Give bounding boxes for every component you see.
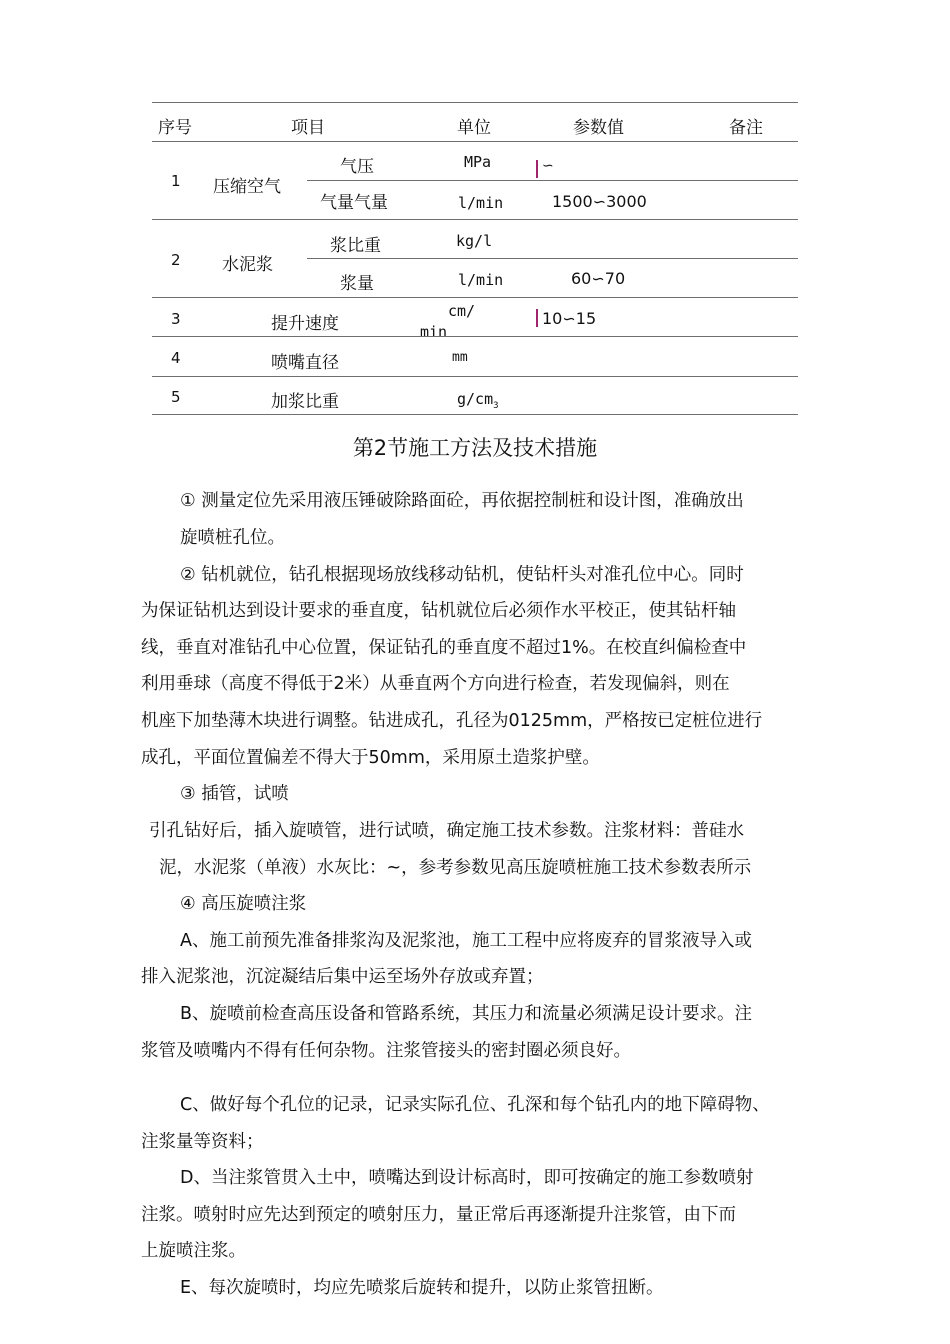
row5-unit-sub: 3 <box>493 401 499 411</box>
row1-unit-a: MPa <box>464 153 492 171</box>
para2-line1: ② 钻机就位，钻孔根据现场放线移动钻机，使钻杆头对准孔位中心。同时 <box>180 565 744 585</box>
row3-value-marker <box>536 309 538 327</box>
table-rule-r1-mid <box>307 180 798 181</box>
paraC-line2: 注浆量等资料； <box>141 1132 264 1152</box>
section-title: 第2节施工方法及技术措施 <box>352 436 598 460</box>
paraE-line1: E、每次旋喷时，均应先喷浆后旋转和提升，以防止浆管扭断。 <box>180 1278 664 1298</box>
table-rule-r1 <box>152 219 798 220</box>
table-rule-r2-mid <box>307 258 798 259</box>
paraC-line1: C、做好每个孔位的记录，记录实际孔位、孔深和每个钻孔内的地下障碍物、 <box>180 1095 770 1115</box>
paraB-line1: B、旋喷前检查高压设备和管路系统，其压力和流量必须满足设计要求。注 <box>180 1004 753 1024</box>
row2-index: 2 <box>171 251 181 269</box>
para3-line2: 引孔钻好后，插入旋喷管，进行试喷，确定施工技术参数。注浆材料：普硅水 <box>149 821 744 841</box>
row1-value-b: 1500∽3000 <box>552 192 647 211</box>
row4-index: 4 <box>171 349 181 367</box>
paraA-line1: A、施工前预先准备排浆沟及泥浆池，施工工程中应将废弃的冒浆液导入或 <box>180 931 752 951</box>
row1-value-marker <box>536 160 538 178</box>
row3-item: 提升速度 <box>271 314 339 334</box>
row2-sub-b: 浆量 <box>340 274 374 294</box>
para3-line1: ③ 插管，试喷 <box>180 784 289 804</box>
row1-value-a: ∽ <box>542 158 554 174</box>
para2-line4: 利用垂球（高度不得低于2米）从垂直两个方向进行检查，若发现偏斜，则在 <box>141 674 730 694</box>
para1-line1: ① 测量定位先采用液压锤破除路面砼，再依据控制桩和设计图，准确放出 <box>180 491 744 511</box>
row2-sub-a: 浆比重 <box>330 236 381 256</box>
row1-sub-b: 气量气量 <box>320 193 388 213</box>
row2-unit-b: l/min <box>458 271 504 289</box>
row3-unit-line1: cm/ <box>448 302 476 320</box>
row4-unit: mm <box>452 350 468 365</box>
header-index: 序号 <box>158 118 192 138</box>
row3-value: 10∽15 <box>542 309 597 328</box>
paraA-line2: 排入泥浆池，沉淀凝结后集中运至场外存放或弃置； <box>141 967 544 987</box>
paraD-line3: 上旋喷注浆。 <box>141 1241 246 1261</box>
table-rule-bottom <box>152 414 798 415</box>
header-unit: 单位 <box>457 118 491 138</box>
table-rule-r4 <box>152 376 798 377</box>
header-value: 参数值 <box>573 118 624 138</box>
row5-index: 5 <box>171 388 181 406</box>
row2-value-b: 60∽70 <box>571 269 626 288</box>
row5-item: 加浆比重 <box>271 392 339 412</box>
table-rule-top <box>152 102 798 103</box>
header-item: 项目 <box>291 118 325 138</box>
table-rule-r3 <box>152 336 798 337</box>
row5-unit <box>457 390 499 411</box>
paraB-line2: 浆管及喷嘴内不得有任何杂物。注浆管接头的密封圈必须良好。 <box>141 1041 631 1061</box>
header-remark: 备注 <box>729 118 763 138</box>
para2-line5: 机座下加垫薄木块进行调整。钻进成孔，孔径为0125mm，严格按已定桩位进行 <box>141 711 763 731</box>
para4-line1: ④ 高压旋喷注浆 <box>180 894 307 914</box>
para3-line3: 泥，水泥浆（单液）水灰比：~，参考参数见高压旋喷桩施工技术参数表所示 <box>159 858 752 878</box>
row2-item: 水泥浆 <box>222 255 273 275</box>
row4-item: 喷嘴直径 <box>271 353 339 373</box>
row5-unit-text: g/cm <box>457 390 494 408</box>
row1-item: 压缩空气 <box>213 177 281 197</box>
row3-unit-line2: min <box>420 323 448 336</box>
row1-unit-b: l/min <box>458 194 504 212</box>
table-rule-header <box>152 141 798 142</box>
paraD-line2: 注浆。喷射时应先达到预定的喷射压力，量正常后再逐渐提升注浆管，由下而 <box>141 1205 736 1225</box>
paraD-line1: D、当注浆管贯入土中，喷嘴达到设计标高时，即可按确定的施工参数喷射 <box>180 1168 754 1188</box>
row3-index: 3 <box>171 310 181 328</box>
row2-unit-a: kg/l <box>456 232 493 250</box>
para2-line2: 为保证钻机达到设计要求的垂直度，钻机就位后必须作水平校正，使其钻杆轴 <box>141 601 736 621</box>
row1-sub-a: 气压 <box>340 157 374 177</box>
table-rule-r2 <box>152 297 798 298</box>
para2-line3: 线，垂直对准钻孔中心位置，保证钻孔的垂直度不超过1%。在校直纠偏检查中 <box>141 638 747 658</box>
para2-line6: 成孔，平面位置偏差不得大于50mm，采用原土造浆护壁。 <box>141 748 600 768</box>
para1-line2: 旋喷桩孔位。 <box>180 528 285 548</box>
row1-index: 1 <box>171 172 181 190</box>
